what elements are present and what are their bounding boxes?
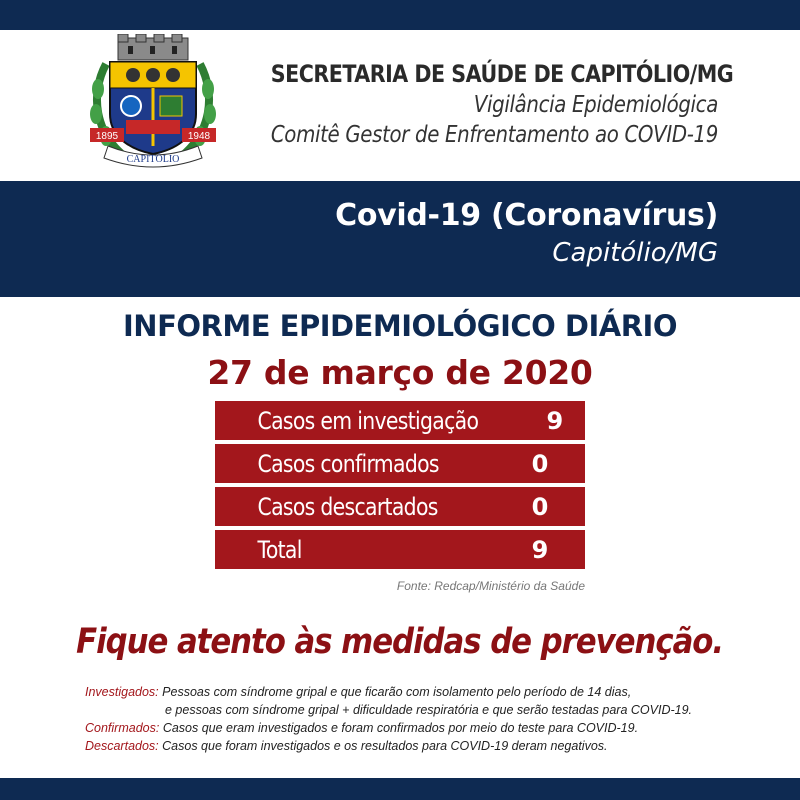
text-investigados-2: e pessoas com síndrome gripal + dificuldade respiratória e que serão testadas para COVID-19.: [165, 703, 693, 717]
data-source: Fonte: Redcap/Ministério da Saúde: [396, 579, 585, 593]
text-descartados: Casos que foram investigados e os resultados para COVID-19 deram negativos.: [162, 739, 608, 753]
definition-investigados-cont: [85, 701, 775, 719]
row-value: 9: [531, 535, 549, 564]
table-row: [215, 401, 585, 440]
text-investigados-1: Pessoas com síndrome gripal e que ficarão com isolamento pelo período de 14 dias,: [162, 685, 632, 699]
report-date: 27 de março de 2020: [207, 353, 593, 392]
row-value: 0: [531, 449, 549, 478]
banner-subtitle: Capitólio/MG: [552, 238, 718, 268]
row-label: Total: [257, 535, 302, 564]
definition-descartados: [85, 737, 775, 755]
table-row: [215, 530, 585, 569]
term-descartados: Descartados:: [85, 739, 159, 753]
top-bar: [0, 0, 800, 30]
definitions: [85, 683, 775, 755]
crest-year-left: 1895: [95, 131, 119, 142]
header: [198, 60, 734, 148]
row-label: Casos confirmados: [257, 449, 439, 478]
department-name: Vigilância Epidemiológica: [473, 92, 718, 118]
row-label: Casos em investigação: [257, 406, 479, 435]
prevention-warning-text: Fique atento às medidas de prevenção.: [76, 622, 724, 662]
definition-confirmados: [85, 719, 775, 737]
text-confirmados: Casos que eram investigados e foram confirmados por meio do teste para COVID-19.: [162, 721, 639, 735]
table-row: [215, 444, 585, 483]
prevention-warning: [0, 622, 800, 662]
bottom-bar: [0, 778, 800, 800]
cases-table: [215, 401, 585, 573]
term-confirmados: Confirmados:: [85, 721, 160, 735]
banner-title: Covid-19 (Coronavírus): [335, 198, 718, 233]
table-row: [215, 487, 585, 526]
definition-investigados: [85, 683, 775, 701]
committee-name: Comitê Gestor de Enfrentamento ao COVID-19: [270, 122, 718, 148]
crest-year-right: 1948: [187, 131, 211, 142]
row-label: Casos descartados: [257, 492, 438, 521]
row-value: 9: [546, 406, 564, 435]
report-title: INFORME EPIDEMIOLÓGICO DIÁRIO: [123, 309, 677, 343]
organization-name: SECRETARIA DE SAÚDE DE CAPITÓLIO/MG: [270, 60, 734, 88]
crest-city: CAPITÓLIO: [126, 154, 180, 165]
row-value: 0: [531, 492, 549, 521]
term-investigados: Investigados:: [85, 685, 159, 699]
